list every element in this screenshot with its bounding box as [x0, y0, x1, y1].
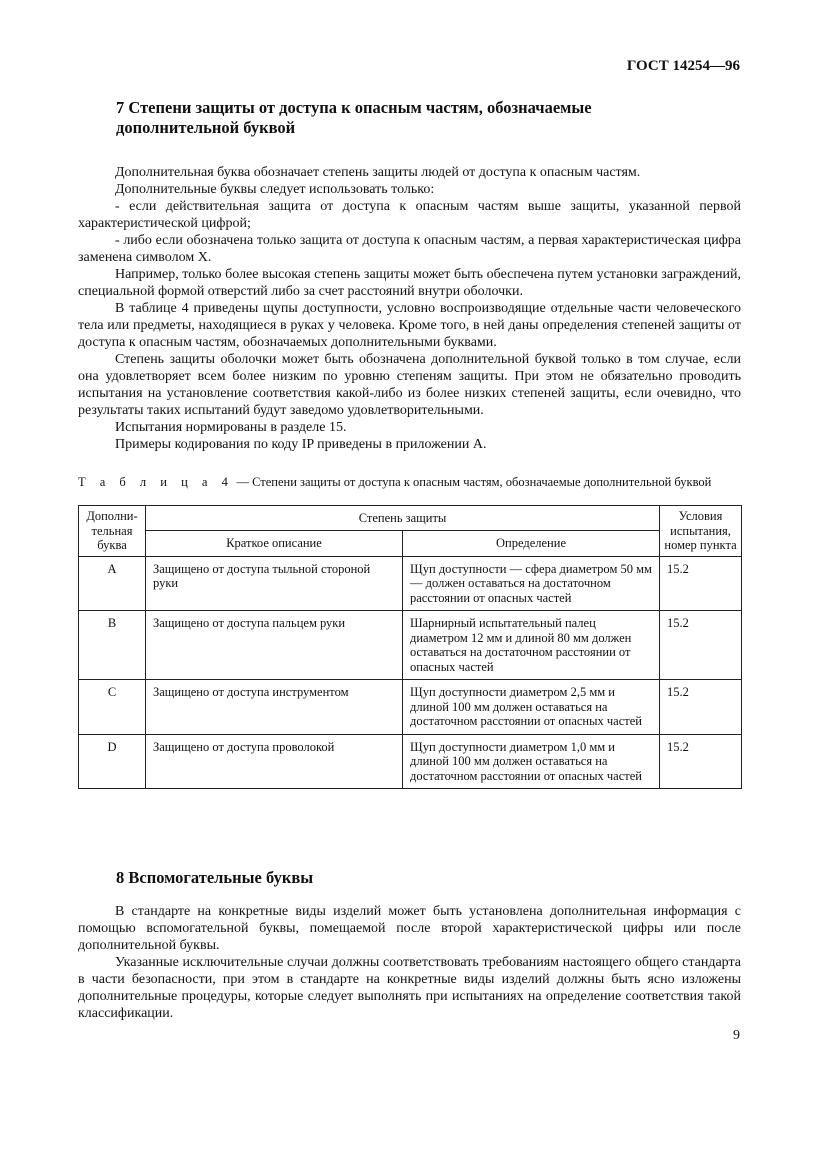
cell-definition: Шарнирный испытательный палец диаметром 12 мм и длиной 80 мм должен оставаться на достаточном расстоянии от опасных частей [403, 611, 660, 680]
section-8-title: 8 Вспомогательные буквы [116, 868, 314, 887]
paragraph: Дополнительные буквы следует использовать только: [115, 182, 435, 197]
cell-brief: Защищено от доступа тыльной стороной руки [146, 556, 403, 611]
header-letter: Дополни-тельная буква [79, 506, 146, 557]
table-row [79, 556, 742, 611]
cell-definition: Щуп доступности диаметром 2,5 мм и длиной 100 мм должен оставаться на достаточном расстоянии от опасных частей [403, 680, 660, 735]
table-row [79, 734, 742, 789]
paragraph: - либо если обозначена только защита от доступа к опасным частям, а первая характеристическая цифра заменена символом X. [78, 233, 741, 265]
paragraph: Испытания нормированы в разделе 15. [115, 420, 347, 435]
header-degree: Степень защиты [146, 506, 660, 531]
paragraph: Степень защиты оболочки может быть обозначена дополнительной буквой только в том случае, если она удовлетворяет всем более низким по уровню степеням защиты. При этом не обязательно проводить испытания на установление соответствия какой-либо из более низких степеней защиты, если очевидно, что результаты таких испытаний будут заведомо удовлетворительными. [78, 352, 741, 418]
header-brief: Краткое описание [146, 531, 403, 556]
cell-letter: D [79, 734, 146, 789]
paragraph: В таблице 4 приведены щупы доступности, условно воспроизводящие отдельные части человеческого тела или предметы, находящиеся в руках у человека. Кроме того, в ней даны определения степеней защиты от доступа к опасным частям, обозначаемых дополнительными буквами. [78, 301, 741, 350]
cell-definition: Щуп доступности диаметром 1,0 мм и длиной 100 мм должен оставаться на достаточном расстоянии от опасных частей [403, 734, 660, 789]
paragraph: Дополнительная буква обозначает степень защиты людей от доступа к опасным частям. [115, 165, 641, 180]
table-caption-label: Т а б л и ц а 4 [78, 475, 234, 489]
cell-brief: Защищено от доступа проволокой [146, 734, 403, 789]
paragraph: В стандарте на конкретные виды изделий может быть установлена дополнительная информация с помощью вспомогательной буквы, помещаемой после второй характеристической цифры или после дополнительной буквы. [78, 904, 741, 953]
cell-letter: A [79, 556, 146, 611]
section-8-body [78, 903, 741, 1022]
cell-brief: Защищено от доступа пальцем руки [146, 611, 403, 680]
paragraph: Примеры кодирования по коду IP приведены в приложении А. [115, 437, 487, 452]
cell-brief: Защищено от доступа инструментом [146, 680, 403, 735]
table-row [79, 611, 742, 680]
paragraph: Например, только более высокая степень защиты может быть обеспечена путем установки заграждений, специальной формой отверстий либо за счет расстояний внутри оболочки. [78, 267, 741, 299]
table-row [79, 680, 742, 735]
header-definition: Определение [403, 531, 660, 556]
paragraph: - если действительная защита от доступа к опасным частям выше защиты, указанной первой характеристической цифрой; [78, 199, 741, 231]
standard-code: ГОСТ 14254—96 [626, 58, 740, 74]
paragraph: Указанные исключительные случаи должны соответствовать требованиям настоящего общего стандарта в части безопасности, при этом в стандарте на конкретные виды изделий должны быть ясно изложены дополнительные процедуры, которые следует выполнять при испытаниях на определение соответствия такой классификации. [78, 955, 741, 1021]
table-caption [78, 475, 758, 490]
cell-letter: B [79, 611, 146, 680]
cell-clause: 15.2 [660, 611, 742, 680]
cell-clause: 15.2 [660, 556, 742, 611]
cell-definition: Щуп доступности — сфера диаметром 50 мм — должен оставаться на достаточном расстоянии от опасных частей [403, 556, 660, 611]
page-number: 9 [733, 1028, 740, 1043]
section-7-body [78, 164, 741, 453]
cell-letter: C [79, 680, 146, 735]
header-conditions: Условия испытания, номер пункта [660, 506, 742, 557]
table-caption-text: — Степени защиты от доступа к опасным частям, обозначаемые дополнительной буквой [233, 475, 712, 489]
cell-clause: 15.2 [660, 680, 742, 735]
section-7-title: 7 Степени защиты от доступа к опасным частям, обозначаемые дополнительной буквой [116, 98, 592, 137]
cell-clause: 15.2 [660, 734, 742, 789]
table-4 [78, 505, 742, 789]
